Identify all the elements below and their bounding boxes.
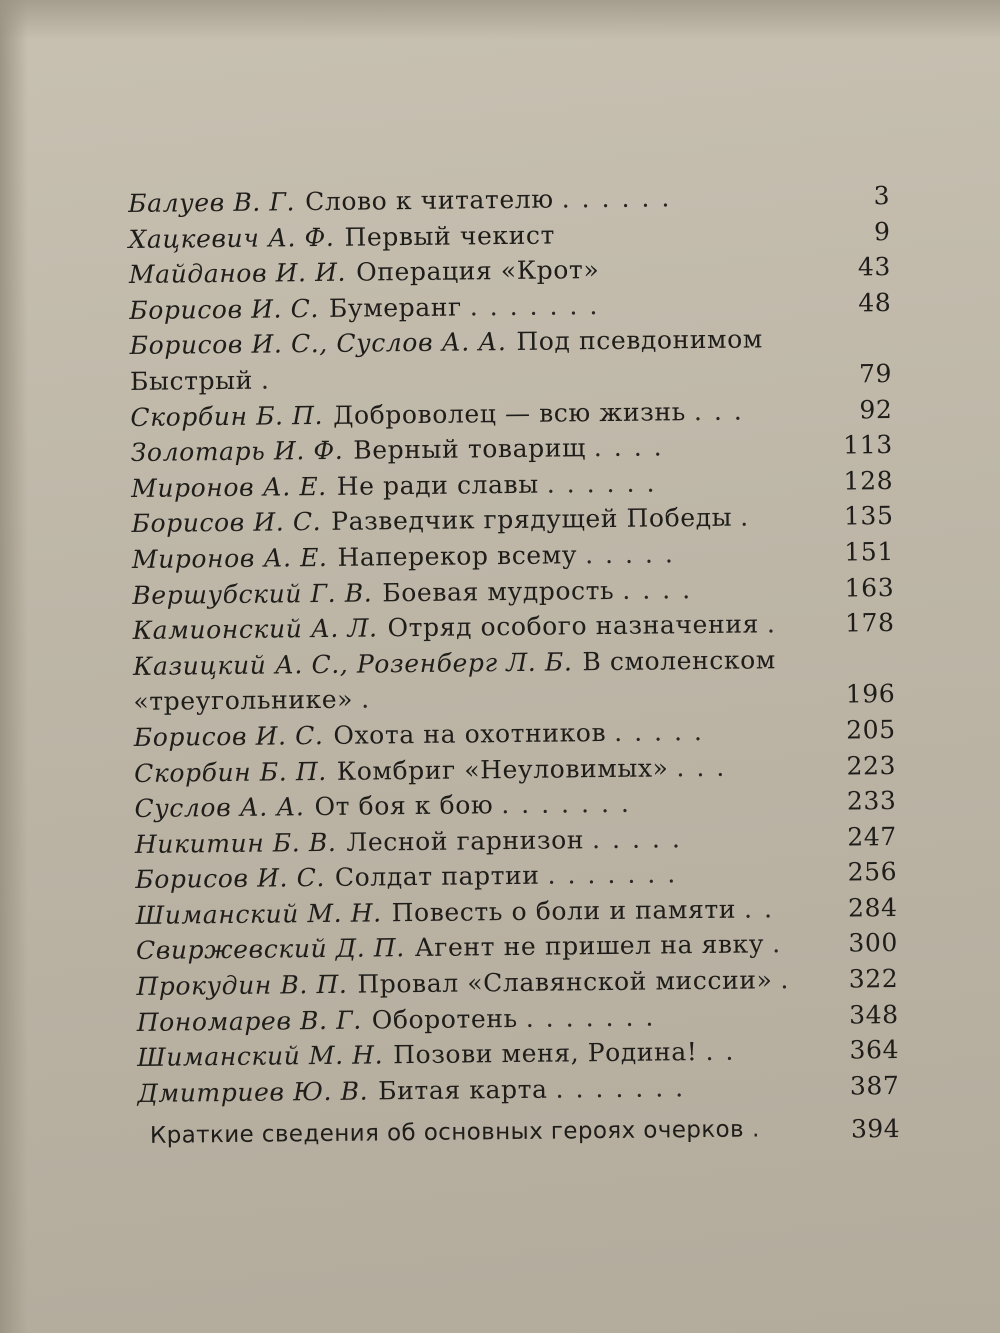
toc-page-number: 135 — [843, 501, 894, 531]
toc-title: Не ради славы — [336, 469, 539, 501]
toc-author: Вершубский Г. В. — [132, 577, 373, 610]
toc-entry — [137, 1068, 927, 1112]
toc-entry — [133, 640, 924, 719]
toc-author: Майданов И. И. — [128, 257, 347, 290]
table-of-contents — [128, 178, 928, 1155]
toc-page-number: 9 — [873, 216, 891, 246]
toc-page-number: 3 — [873, 181, 891, 211]
toc-title: Агент не пришел на явку — [414, 929, 765, 963]
toc-leader-dots: .... — [622, 574, 703, 605]
toc-leader-dots: ...... — [546, 468, 667, 499]
toc-title: Доброволец — всю жизнь — [332, 396, 687, 430]
toc-author: Миронов А. Е. — [131, 542, 328, 574]
toc-author: Казицкий А. С., Розенберг Л. Б. — [132, 647, 573, 681]
toc-leader-dots: ... — [693, 396, 754, 426]
toc-title: В смоленском «треугольнике» — [133, 644, 777, 717]
toc-author: Суслов А. А. — [134, 792, 305, 824]
toc-title: Повесть о боли и памяти — [391, 894, 737, 928]
toc-page-number: 322 — [848, 964, 899, 994]
toc-page-number: 348 — [849, 999, 899, 1030]
toc-title: Наперекор всему — [337, 540, 578, 572]
toc-leader-dots: . — [751, 1116, 772, 1143]
toc-author: Пономарев В. Г. — [136, 1005, 362, 1037]
toc-author: Дмитриев Ю. В. — [137, 1076, 369, 1108]
toc-title: Лесной гарнизон — [346, 824, 585, 857]
toc-leader-dots: ... — [676, 752, 737, 782]
toc-author: Балуев В. Г. — [128, 187, 296, 218]
toc-page-number: 300 — [848, 928, 899, 958]
toc-author: Камионский А. Л. — [132, 613, 378, 646]
toc-title: Разведчик грядущей Победы — [331, 503, 733, 537]
toc-leader-dots: .. — [743, 894, 785, 924]
toc-author: Борисов И. С. — [135, 863, 326, 895]
toc-author: Шиманский М. Н. — [135, 898, 382, 930]
toc-final-page-number: 394 — [850, 1114, 901, 1144]
toc-page-number: 79 — [858, 358, 893, 389]
toc-page-number: 284 — [847, 892, 898, 923]
toc-author: Свиржевский Д. П. — [135, 933, 405, 966]
toc-page-number: 113 — [843, 430, 893, 460]
toc-entry — [129, 320, 920, 399]
toc-page-number: 205 — [846, 714, 896, 745]
toc-leader-dots: ...... — [561, 183, 682, 214]
toc-leader-dots: .. — [705, 1036, 746, 1067]
toc-title: Первый чекист — [344, 220, 556, 252]
toc-leader-dots: ..... — [584, 539, 685, 570]
toc-title: Солдат партии — [334, 861, 540, 893]
toc-page-number: 48 — [858, 287, 892, 318]
toc-leader-dots: . — [740, 502, 761, 532]
toc-page-number: 151 — [844, 536, 895, 567]
toc-title: Комбриг «Неуловимых» — [336, 752, 669, 786]
toc-author: Хацкевич А. Ф. — [128, 222, 335, 254]
toc-final-entry — [150, 1111, 928, 1155]
toc-title: Провал «Славянской миссии» — [357, 965, 773, 999]
toc-leader-dots: . — [780, 965, 801, 995]
toc-title: Отряд особого назначения — [387, 609, 760, 643]
toc-leader-dots: . — [360, 684, 382, 714]
toc-title: Слово к читателю — [304, 184, 554, 217]
toc-author: Миронов А. Е. — [131, 471, 327, 503]
toc-title: Боевая мудрость — [382, 575, 615, 607]
toc-leader-dots: ....... — [547, 859, 688, 890]
toc-leader-dots: ....... — [501, 788, 642, 820]
toc-author: Золотарь И. Ф. — [130, 435, 344, 468]
toc-title: Охота на охотников — [333, 717, 607, 750]
toc-title: Оборотень — [371, 1003, 518, 1035]
toc-page-number: 128 — [843, 465, 894, 496]
toc-title: Битая карта — [378, 1074, 548, 1106]
toc-author: Борисов И. С. — [129, 293, 320, 325]
toc-author: Прокудин В. П. — [136, 969, 348, 1002]
toc-page-number: 163 — [844, 572, 895, 603]
toc-leader-dots: .... — [593, 432, 674, 463]
toc-leader-dots: . — [766, 609, 787, 639]
toc-leader-dots: ....... — [525, 1002, 666, 1033]
toc-page-number: 223 — [846, 750, 897, 781]
toc-author: Скорбин Б. П. — [133, 756, 327, 788]
toc-leader-dots: . — [260, 365, 282, 395]
page-left-shadow — [0, 0, 28, 1333]
toc-page-number: 178 — [844, 608, 895, 638]
toc-title: Под псевдонимом Быстрый — [129, 324, 763, 396]
toc-author: Скорбин Б. П. — [130, 400, 324, 432]
toc-title: Верный товарищ — [353, 433, 586, 465]
toc-leader-dots: . — [771, 929, 793, 959]
toc-author: Борисов И. С. — [131, 507, 322, 539]
toc-page-number: 92 — [859, 394, 893, 424]
toc-page-number: 43 — [857, 252, 892, 282]
toc-author: Никитин Б. В. — [134, 827, 337, 859]
toc-author: Шиманский М. Н. — [136, 1040, 384, 1073]
toc-leader-dots: ....... — [555, 1072, 696, 1104]
toc-page-number: 387 — [849, 1070, 900, 1101]
toc-page-number: 364 — [849, 1035, 900, 1065]
toc-leader-dots: ....... — [469, 290, 610, 322]
toc-page-number: 233 — [846, 786, 897, 816]
page-top-shadow — [0, 0, 1000, 40]
toc-title: Бумеранг — [328, 292, 462, 323]
toc-title: Позови меня, Родина! — [393, 1037, 698, 1070]
toc-page-number: 256 — [847, 857, 898, 887]
toc-page-number: 247 — [847, 821, 898, 852]
toc-leader-dots: ..... — [614, 716, 715, 747]
toc-leader-dots: ..... — [591, 823, 692, 854]
toc-title: От боя к бою — [314, 790, 494, 822]
toc-page-number: 196 — [845, 679, 896, 709]
toc-author: Борисов И. С., Суслов А. А. — [129, 327, 507, 361]
toc-final-title: Краткие сведения об основных героях очерков — [149, 1117, 745, 1150]
toc-author: Борисов И. С. — [133, 720, 324, 752]
toc-title: Операция «Крот» — [355, 255, 600, 287]
